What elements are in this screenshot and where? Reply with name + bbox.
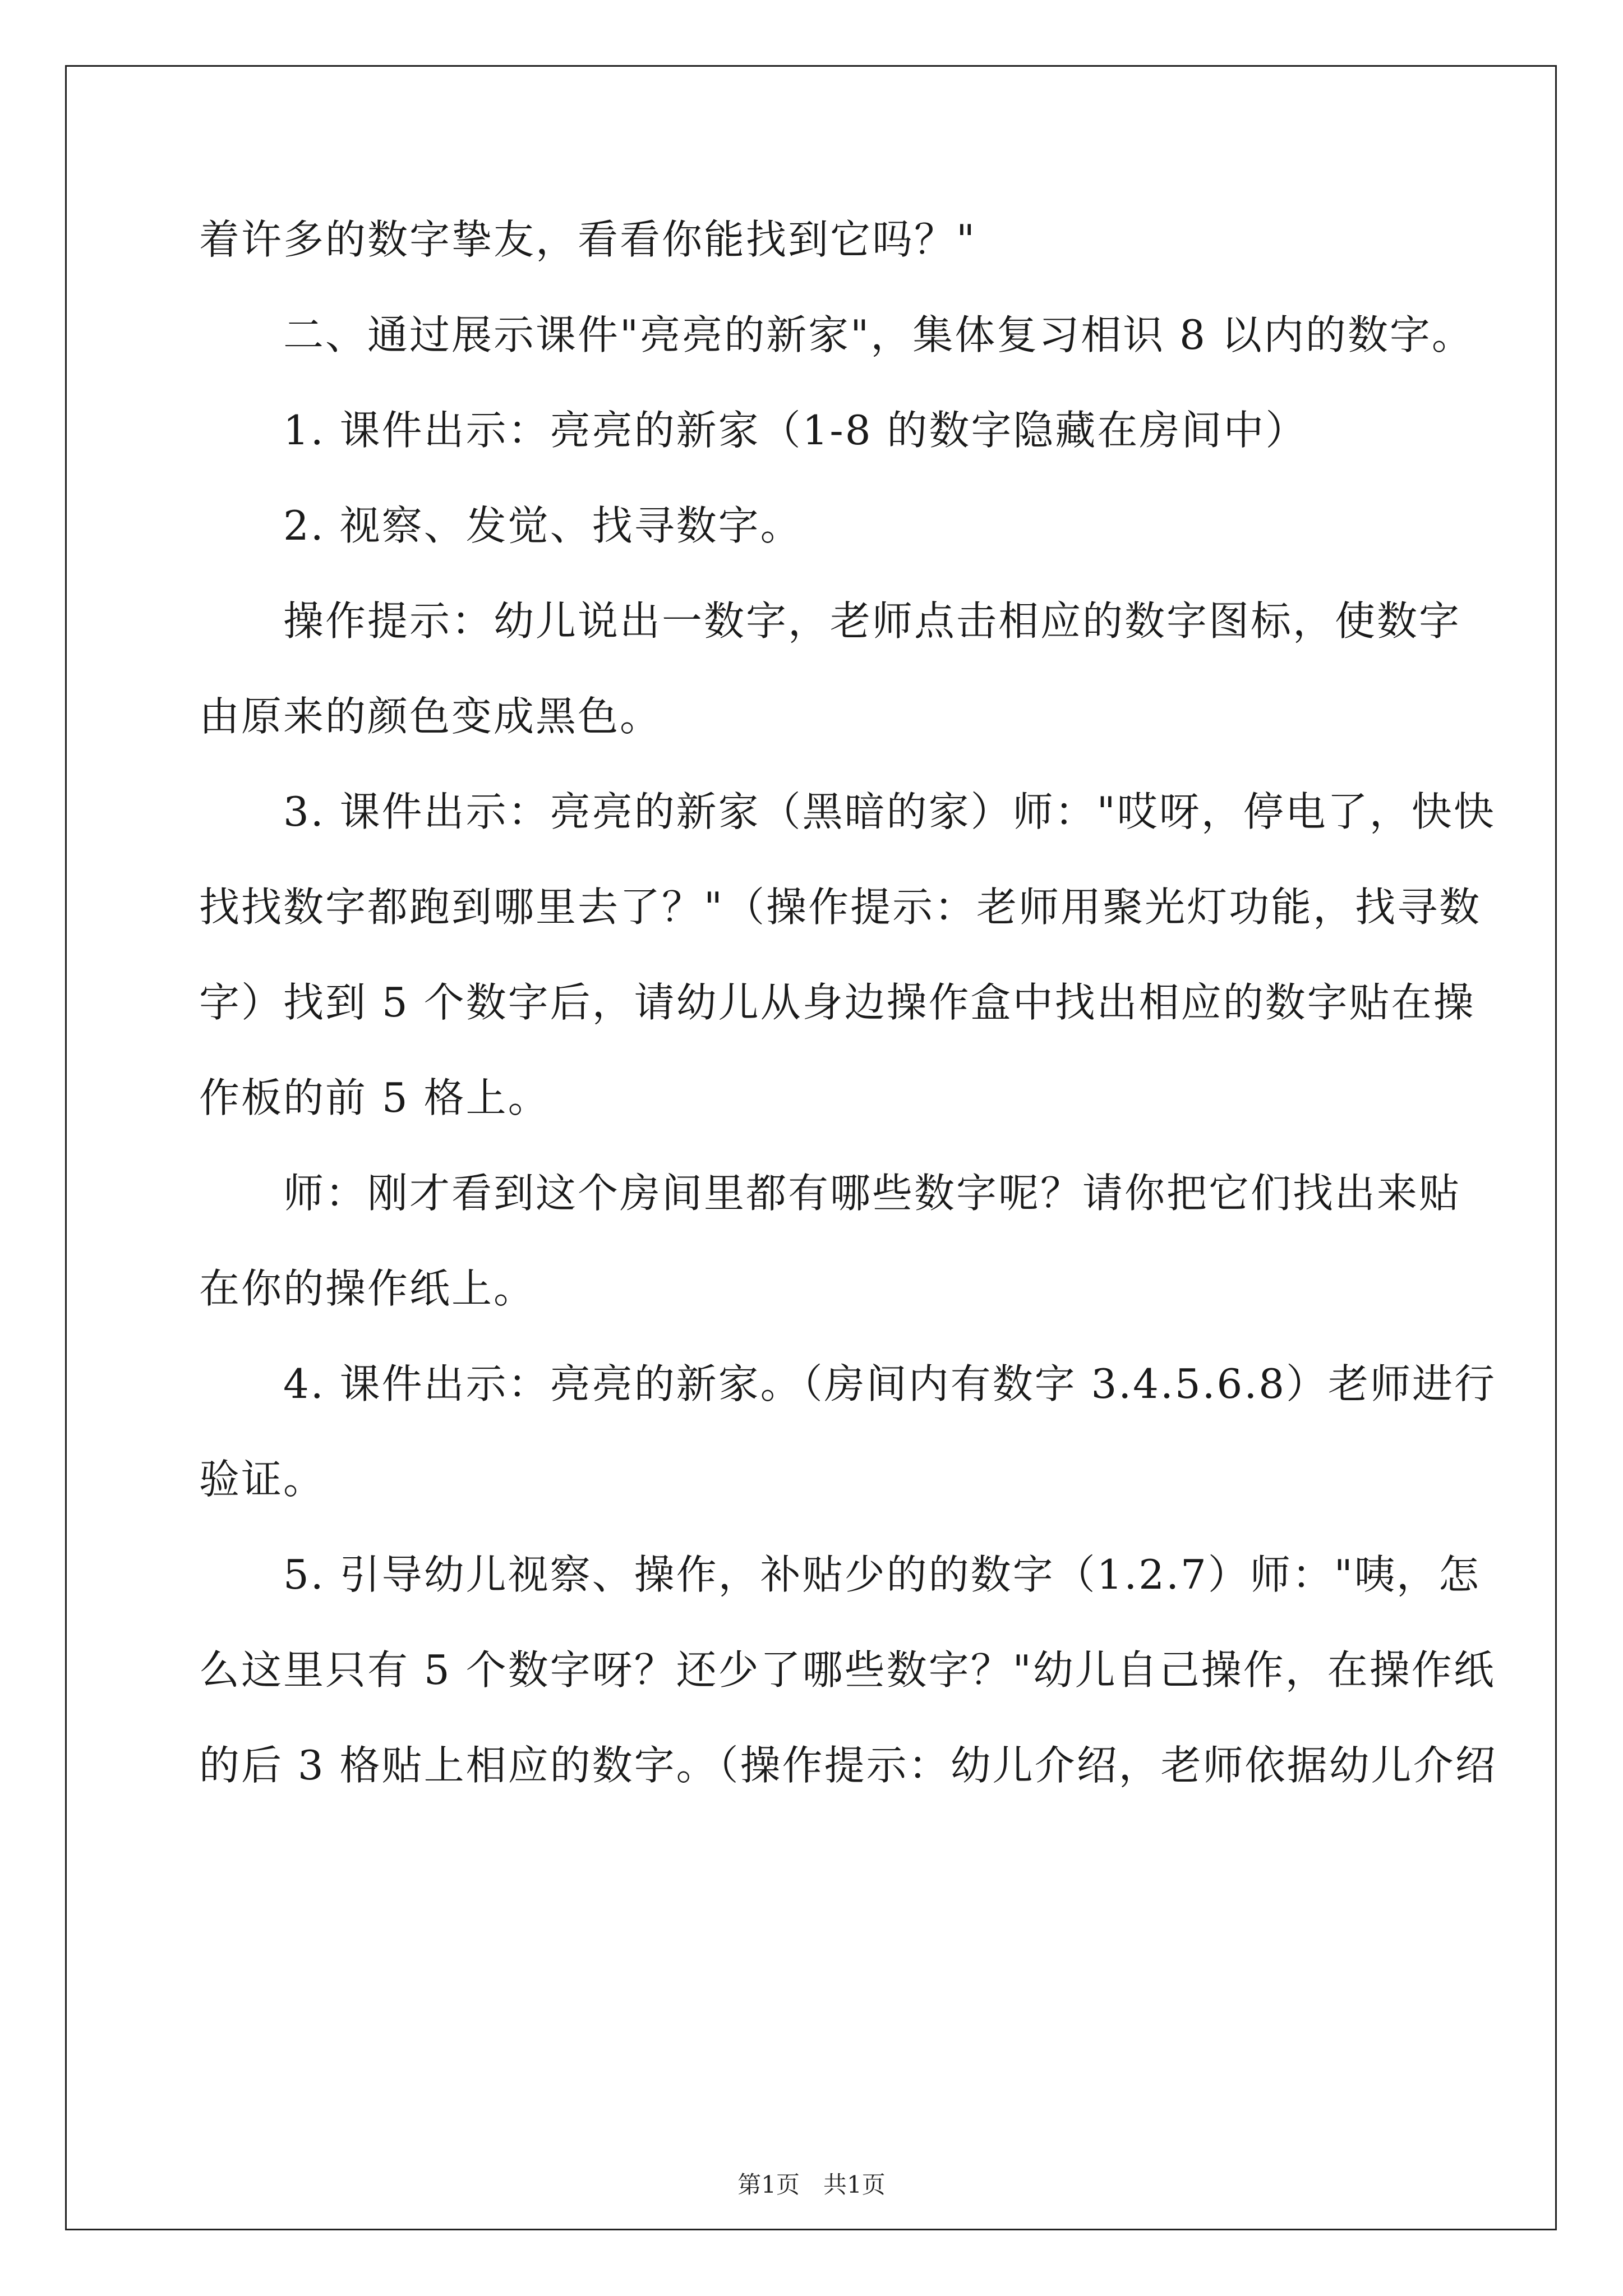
text-line: 师：刚才看到这个房间里都有哪些数字呢？请你把它们找出来贴 [199, 1170, 1461, 1217]
text-line: 3. 课件出示：亮亮的新家（黑暗的家）师："哎呀，停电了，快快 [199, 788, 1496, 835]
text-line: 么这里只有 5 个数字呀？还少了哪些数字？"幼儿自己操作，在操作纸 [199, 1646, 1496, 1694]
text-line: 在你的操作纸上。 [199, 1265, 536, 1312]
page-footer: 第1页 共1页 [737, 2171, 886, 2198]
text-line: 2. 视察、发觉、找寻数字。 [199, 502, 803, 549]
text-line: 4. 课件出示：亮亮的新家。（房间内有数字 3.4.5.6.8）老师进行 [199, 1360, 1497, 1407]
text-line: 的后 3 格贴上相应的数字。（操作提示：幼儿介绍，老师依据幼儿介绍 [199, 1742, 1497, 1789]
document-body [199, 216, 1497, 1789]
text-line: 验证。 [199, 1456, 326, 1503]
text-line: 找找数字都跑到哪里去了？"（操作提示：老师用聚光灯功能，找寻数 [199, 884, 1482, 931]
text-line: 字）找到 5 个数字后，请幼儿从身边操作盒中找出相应的数字贴在操 [199, 979, 1476, 1026]
text-line: 5. 引导幼儿视察、操作，补贴少的的数字（1.2.7）师："咦，怎 [199, 1551, 1481, 1598]
text-line: 由原来的颜色变成黑色。 [199, 693, 662, 740]
text-line: 操作提示：幼儿说出一数字，老师点击相应的数字图标，使数字 [199, 597, 1461, 645]
text-line: 着许多的数字挚友，看看你能找到它吗？" [199, 216, 977, 263]
text-line: 作板的前 5 格上。 [199, 1074, 550, 1121]
text-line: 二、通过展示课件"亮亮的新家"，集体复习相识 8 以内的数字。 [199, 311, 1474, 358]
text-line: 1. 课件出示：亮亮的新家（1-8 的数字隐藏在房间中） [199, 407, 1308, 454]
